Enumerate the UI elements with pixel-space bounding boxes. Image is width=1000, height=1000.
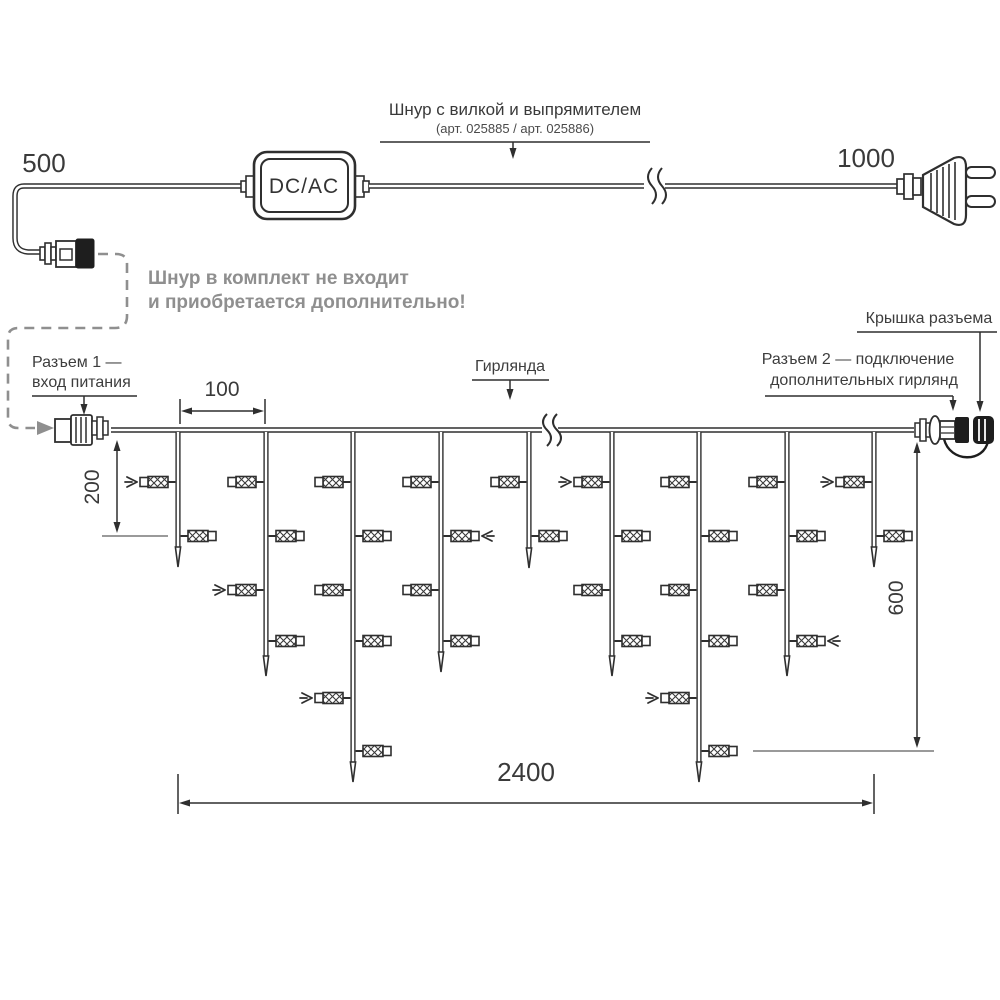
connector1-text-2: вход питания <box>32 374 131 391</box>
led-lamp <box>884 531 904 542</box>
lamp-cap <box>661 694 669 703</box>
lamp-cap <box>574 478 582 487</box>
cord-right-cable <box>369 168 898 204</box>
lamp-cap <box>817 532 825 541</box>
drop-tip <box>871 547 876 567</box>
led-lamp <box>323 693 343 704</box>
led-lamp <box>499 477 519 488</box>
led-lamp <box>622 531 642 542</box>
led-lamp <box>236 477 256 488</box>
lamp-cap <box>729 747 737 756</box>
lamp-cap <box>729 637 737 646</box>
lamp-cap <box>140 478 148 487</box>
lamp-cap <box>383 747 391 756</box>
cord-left-cable <box>15 186 253 252</box>
led-lamp <box>276 531 296 542</box>
drop-tip <box>350 762 355 782</box>
flash-lamp-arrow-icon <box>213 585 225 595</box>
output-connector <box>915 416 994 457</box>
lamp-cap <box>836 478 844 487</box>
leader-arrow-down-icon <box>977 401 984 412</box>
drop-tip <box>175 547 180 567</box>
lamp-cap <box>315 694 323 703</box>
dim-arrow-up-icon <box>914 442 921 453</box>
lamp-cap <box>661 586 669 595</box>
flash-lamp-arrow-icon <box>125 477 137 487</box>
input-connector <box>55 415 108 445</box>
dimension-2400 <box>178 757 874 814</box>
led-lamp <box>709 636 729 647</box>
garland-labels <box>32 310 997 415</box>
cable-break-mark <box>658 168 666 204</box>
led-lamp <box>757 585 777 596</box>
flash-lamp-arrow-icon <box>482 531 494 541</box>
connector-cap <box>973 416 994 444</box>
led-lamp <box>323 477 343 488</box>
led-lamp <box>844 477 864 488</box>
icicle-drops <box>125 432 912 782</box>
led-lamp <box>709 746 729 757</box>
plug-pin <box>966 196 995 207</box>
cord-title: Шнур с вилкой и выпрямителем <box>388 100 642 119</box>
led-lamp <box>451 531 471 542</box>
led-lamp <box>709 531 729 542</box>
lamp-cap <box>904 532 912 541</box>
dimension-600 <box>753 442 934 751</box>
gray-arrow-right-icon <box>37 421 54 435</box>
led-lamp <box>236 585 256 596</box>
lamp-cap <box>661 478 669 487</box>
flash-lamp-arrow-icon <box>646 693 658 703</box>
dim-600-text: 600 <box>885 580 908 616</box>
led-lamp <box>411 477 431 488</box>
dcac-label: DC/AC <box>268 175 340 198</box>
garland-label <box>472 358 549 400</box>
led-lamp <box>539 531 559 542</box>
led-lamp <box>451 636 471 647</box>
plug-pin <box>966 167 995 178</box>
dim-100-text: 100 <box>204 378 240 401</box>
connector2-body <box>955 417 969 443</box>
lamp-cap <box>471 637 479 646</box>
dim-1000: 1000 <box>837 143 895 173</box>
led-lamp <box>276 636 296 647</box>
dashed-connection-path <box>8 254 127 435</box>
dim-arrow-down-icon <box>914 737 921 748</box>
dim-arrow-right-icon <box>253 408 264 415</box>
drop-tip <box>438 652 443 672</box>
led-lamp <box>582 477 602 488</box>
led-lamp <box>363 746 383 757</box>
drop-tip <box>526 548 531 568</box>
dim-2400-text: 2400 <box>497 757 555 787</box>
cable-break-mark <box>648 168 656 204</box>
cord-subtitle: (арт. 025885 / арт. 025886) <box>435 121 595 136</box>
dim-arrow-up-icon <box>114 440 121 451</box>
led-lamp <box>363 531 383 542</box>
connector1-label <box>32 354 137 415</box>
led-lamp <box>797 531 817 542</box>
drop-tip <box>784 656 789 676</box>
led-lamp <box>669 693 689 704</box>
dim-arrow-down-icon <box>114 522 121 533</box>
led-lamp <box>582 585 602 596</box>
cap-text: Крышка разъема <box>865 310 993 327</box>
led-lamp <box>669 585 689 596</box>
garland-wire <box>111 414 914 446</box>
leader-arrow-down-icon <box>510 148 517 159</box>
cord-note <box>148 268 466 313</box>
connector1-text-1: Разъем 1 — <box>32 354 122 371</box>
lamp-cap <box>471 532 479 541</box>
dim-arrow-left-icon <box>181 408 192 415</box>
dim-arrow-left-icon <box>179 800 190 807</box>
led-lamp <box>188 531 208 542</box>
cord-title-block <box>380 100 650 159</box>
connector2-text-1: Разъем 2 — подключение <box>761 351 955 368</box>
lamp-cap <box>749 586 757 595</box>
leader-arrow-down-icon <box>507 389 514 400</box>
dim-arrow-right-icon <box>862 800 873 807</box>
lamp-cap <box>403 586 411 595</box>
lamp-cap <box>296 637 304 646</box>
dimension-100 <box>180 378 265 424</box>
garland-text: Гирлянда <box>474 358 546 375</box>
wire-break-mark <box>543 414 551 446</box>
lamp-cap <box>559 532 567 541</box>
flash-lamp-arrow-icon <box>828 636 840 646</box>
led-lamp <box>622 636 642 647</box>
lamp-cap <box>749 478 757 487</box>
lamp-cap <box>403 478 411 487</box>
flash-lamp-arrow-icon <box>300 693 312 703</box>
lamp-cap <box>315 586 323 595</box>
dim-500: 500 <box>22 148 66 178</box>
lamp-cap <box>208 532 216 541</box>
lamp-cap <box>296 532 304 541</box>
cord-connector <box>40 239 94 268</box>
flash-lamp-arrow-icon <box>821 477 833 487</box>
drop-tip <box>696 762 701 782</box>
connector2-text-2: дополнительных гирлянд <box>770 372 958 389</box>
led-lamp <box>757 477 777 488</box>
led-lamp <box>148 477 168 488</box>
led-lamp <box>669 477 689 488</box>
dim-200-text: 200 <box>81 469 104 505</box>
lamp-cap <box>642 532 650 541</box>
lamp-cap <box>491 478 499 487</box>
leader-arrow-down-icon <box>950 400 957 411</box>
lamp-cap <box>383 637 391 646</box>
led-lamp <box>363 636 383 647</box>
lamp-cap <box>228 586 236 595</box>
drop-tip <box>263 656 268 676</box>
connector2-label <box>762 351 959 411</box>
lamp-cap <box>228 478 236 487</box>
led-lamp <box>797 636 817 647</box>
note-line1: Шнур в комплект не входит <box>148 268 409 289</box>
led-lamp <box>323 585 343 596</box>
note-line2: и приобретается дополнительно! <box>148 292 466 313</box>
flash-lamp-arrow-icon <box>559 477 571 487</box>
lamp-cap <box>315 478 323 487</box>
led-lamp <box>411 585 431 596</box>
lamp-cap <box>642 637 650 646</box>
power-plug <box>897 157 995 225</box>
drop-tip <box>609 656 614 676</box>
lamp-cap <box>383 532 391 541</box>
lamp-cap <box>817 637 825 646</box>
leader-arrow-down-icon <box>81 404 88 415</box>
lamp-cap <box>729 532 737 541</box>
dcac-adapter <box>241 152 369 219</box>
lamp-cap <box>574 586 582 595</box>
